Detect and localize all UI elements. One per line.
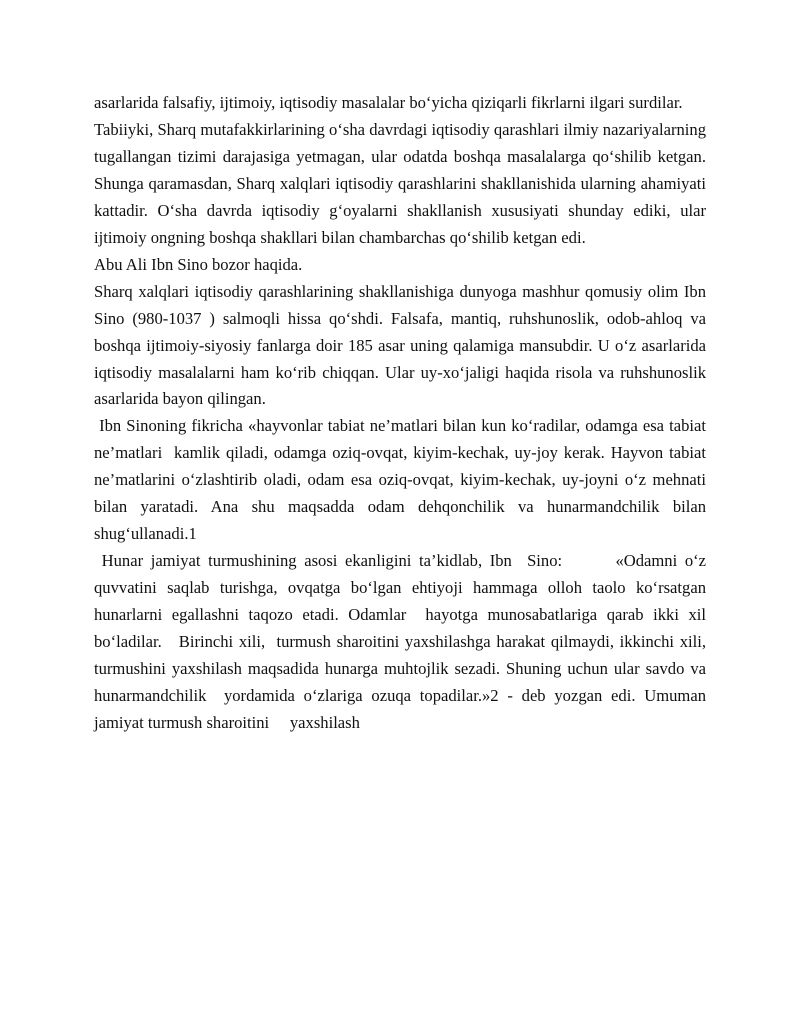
section-heading-ibn-sino: Abu Ali Ibn Sino bozor haqida. (94, 254, 303, 274)
paragraph-continuation: asarlarida falsafiy, ijtimoiy, iqtisodiy masalalar bo‘yicha qiziqarli fikrlarni ilgari surdilar. (94, 93, 683, 112)
document-page (94, 90, 711, 737)
paragraph-eastern-thinkers: Tabiiyki, Sharq mutafakkirlarining o‘sha davrdagi iqtisodiy qarashlari ilmiy nazariyalarning tugallangan tizimi darajasiga yetmagan, ular odatda boshqa masalalarga qo‘shilib ketgan. Shunga qaramasdan, Sharq xalqlari iqtisodiy qarashlarini shakllanishida ularning ahamiyati kattadir. O‘sha davrda iqtisodiy g‘oyalarni shakllanish xususiyati shunday ediki, ular ijtimoiy ongning boshqa shakllari bilan chambarchas qo‘shilib ketgan edi. (94, 119, 706, 247)
paragraph-crafts-society: Hunar jamiyat turmushining asosi ekanligini ta’kidlab, Ibn Sino: «Odamni o‘z quvvatini saqlab turishga, ovqatga bo‘lgan ehtiyoji hammaga olloh taolo ko‘rsatgan hunarlarni egallashni taqozo etadi. Odamlar hayotga munosabatlariga qarab ikki xil bo‘ladilar. Birinchi xili, turmush sharoitini yaxshilashga harakat qilmaydi, ikkinchi xili, turmushini yaxshilash maqsadida hunarga muhtojlik sezadi. Shuning uchun ular savdo va hunarmandchilik yordamida o‘zlariga ozuqa topadilar.»2 - deb yozgan edi. Umuman jamiyat turmush sharoitini yaxshilash (94, 551, 711, 732)
paragraph-ibn-sino-opinion: Ibn Sinoning fikricha «hayvonlar tabiat ne’matlari bilan kun ko‘radilar, odamga esa tabiat ne’matlari kamlik qiladi, odamga oziq-ovqat, kiyim-kechak, uy-joy kerak. Hayvon tabiat ne’matlarini o‘zlashtirib oladi, odam esa oziq-ovqat, kiyim-kechak, uy-joyni o‘z mehnati bilan yaratadi. Ana shu maqsadda odam dehqonchilik va hunarmandchilik bilan shug‘ullanadi.1 (94, 416, 711, 544)
paragraph-ibn-sino-contribution: Sharq xalqlari iqtisodiy qarashlarining shakllanishiga dunyoga mashhur qomusiy olim Ibn Sino (980-1037 ) salmoqli hissa qo‘shdi. Falsafa, mantiq, ruhshunoslik, odob-ahloq va boshqa ijtimoiy-siyosiy fanlarga doir 185 asar uning qalamiga mansubdir. U o‘z asarlarida iqtisodiy masalalarni ham ko‘rib chiqqan. Ular uy-xo‘jaligi haqida risola va ruhshunoslik asarlarida bayon qilingan. (94, 281, 706, 409)
